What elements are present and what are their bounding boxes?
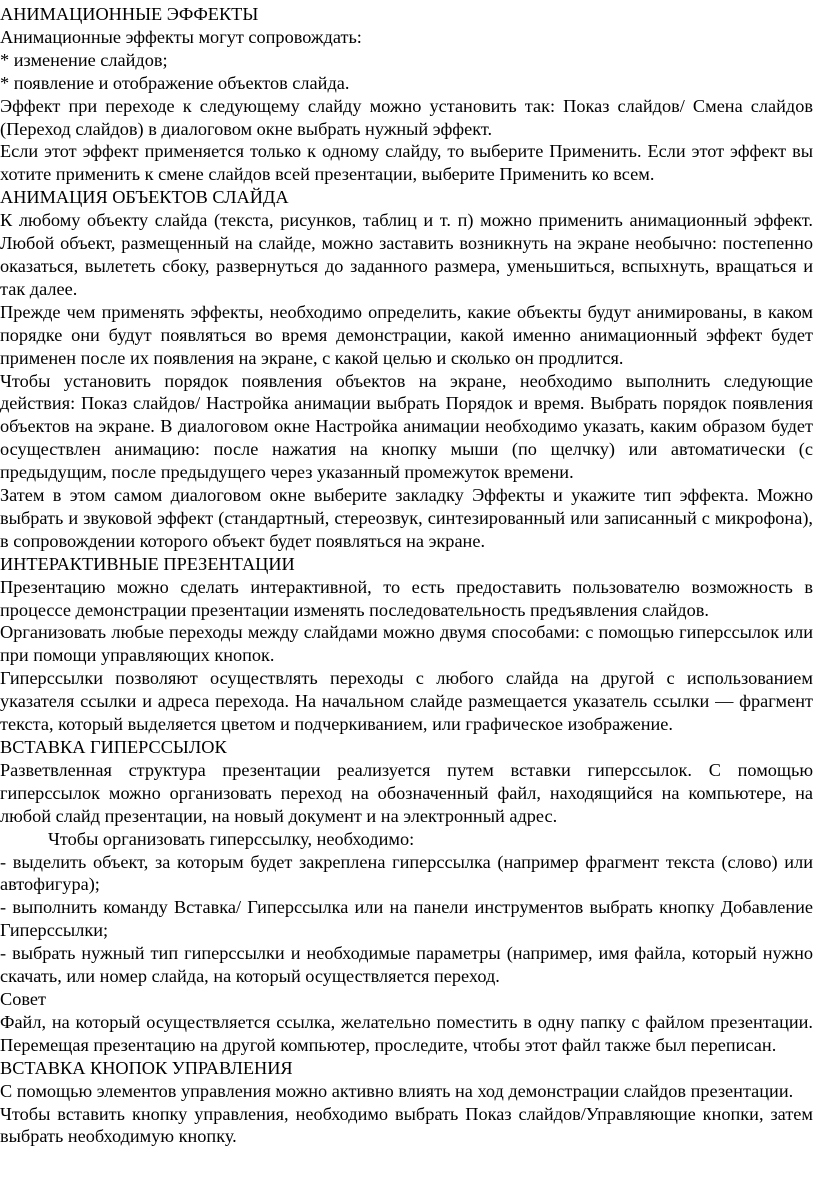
paragraph-tip: Файл, на который осуществляется ссылка, желательно поместить в одну папку с файлом презентации. Перемещая презентацию на другой компьютер, проследите, чтобы этот файл также был переписан. xyxy=(0,1011,813,1055)
paragraph-apply-effect: Если этот эффект применяется только к одному слайду, то выберите Применить. Если этот эффект вы хотите применить к смене слайдов всей презентации, выберите Применить ко всем. xyxy=(0,141,813,185)
list-item-choose-type: - выбрать нужный тип гиперссылки и необходимые параметры (например, имя файла, который нужно скачать, или номер слайда, на который осуществляется переход. xyxy=(0,943,813,987)
paragraph-transition-setup: Эффект при переходе к следующему слайду можно установить так: Показ слайдов/ Смена слайдов (Переход слайдов) в диалоговом окне выбрать нужный эффект. xyxy=(0,95,813,139)
paragraph-hyperlinks-explained: Гиперссылки позволяют осуществлять переходы с любого слайда на другой с использованием указателя ссылки и адреса перехода. На начальном слайде размещается указатель ссылки — фрагмент текста, который выделяется цветом и подчеркиванием, или графическое изображение. xyxy=(0,668,813,735)
heading-tip: Совет xyxy=(0,988,46,1009)
list-item-insert-command: - выполнить команду Вставка/ Гиперссылка или на панели инструментов выбрать кнопку Добавление Гиперссылки; xyxy=(0,897,813,941)
heading-insert-hyperlinks: ВСТАВКА ГИПЕРССЫЛОК xyxy=(0,737,227,757)
heading-object-animation: АНИМАЦИЯ ОБЪЕКТОВ СЛАЙДА xyxy=(0,187,289,208)
heading-insert-control-buttons: ВСТАВКА КНОПОК УПРАВЛЕНИЯ xyxy=(0,1057,293,1078)
paragraph-interactive-intro: Презентацию можно сделать интерактивной, то есть предоставить пользователю возможность в процессе демонстрации презентации изменять последовательность предъявления слайдов. xyxy=(0,576,813,620)
paragraph-object-effect: К любому объекту слайда (текста, рисунков, таблиц и т. п) можно применить анимационный эффект. Любой объект, размещенный на слайде, можно заставить возникнуть на экране необычно: постепенно оказаться, вылететь сбоку, развернуться до заданного размера, уменьшиться, вспыхнуть, вращаться и так далее. xyxy=(0,210,813,299)
paragraph-control-elements: С помощью элементов управления можно активно влиять на ход демонстрации слайдов презентации. xyxy=(0,1080,794,1101)
paragraph-animation-intro: Анимационные эффекты могут сопровождать: xyxy=(0,26,362,47)
list-item-select-object: - выделить объект, за которым будет закреплена гиперссылка (например фрагмент текста (слово) или автофигура); xyxy=(0,851,813,895)
paragraph-effects-tab: Затем в этом самом диалоговом окне выберите закладку Эффекты и укажите тип эффекта. Можно выбрать и звуковой эффект (стандартный, стереозвук, синтезированный или записанный с микрофона), в сопровождении которого объект будет появляться на экране. xyxy=(0,485,813,551)
heading-interactive-presentations: ИНТЕРАКТИВНЫЕ ПРЕЗЕНТАЦИИ xyxy=(0,553,295,574)
paragraph-hyperlink-steps-intro: Чтобы организовать гиперссылку, необходимо: xyxy=(48,828,415,849)
list-item-slide-change: * изменение слайдов; xyxy=(0,49,168,70)
paragraph-hyperlinks-structure: Разветвленная структура презентации реализуется путем вставки гиперссылок. С помощью гиперссылок можно организовать переход на обозначенный файл, находящийся на компьютере, на любой слайд презентации, на новый документ и на электронный адрес. xyxy=(0,759,813,826)
heading-animation-effects: АНИМАЦИОННЫЕ ЭФФЕКТЫ xyxy=(0,4,259,24)
list-item-object-appearance: * появление и отображение объектов слайда. xyxy=(0,72,350,93)
paragraph-order-setup: Чтобы установить порядок появления объектов на экране, необходимо выполнить следующие действия: Показ слайдов/ Настройка анимации выбрать Порядок и время. Выбрать порядок появления объектов на экране. В диалоговом окне Настройка анимации необходимо указать, каким образом будет осуществлен анимацию: после нажатия на кнопку мыши (по щелчку) или автоматически (с предыдущим, после предыдущего через указанный промежуток времени. xyxy=(0,370,813,483)
paragraph-insert-control-button: Чтобы вставить кнопку управления, необходимо выбрать Показ слайдов/Управляющие кнопки, затем выбрать необходимую кнопку. xyxy=(0,1103,813,1147)
paragraph-before-applying: Прежде чем применять эффекты, необходимо определить, какие объекты будут анимированы, в каком порядке они будут появляться во время демонстрации, какой именно анимационный эффект будет применен после их появления на экране, с какой целью и сколько он продлится. xyxy=(0,301,813,368)
paragraph-transition-methods: Организовать любые переходы между слайдами можно двумя способами: с помощью гиперссылок или при помощи управляющих кнопок. xyxy=(0,622,813,666)
